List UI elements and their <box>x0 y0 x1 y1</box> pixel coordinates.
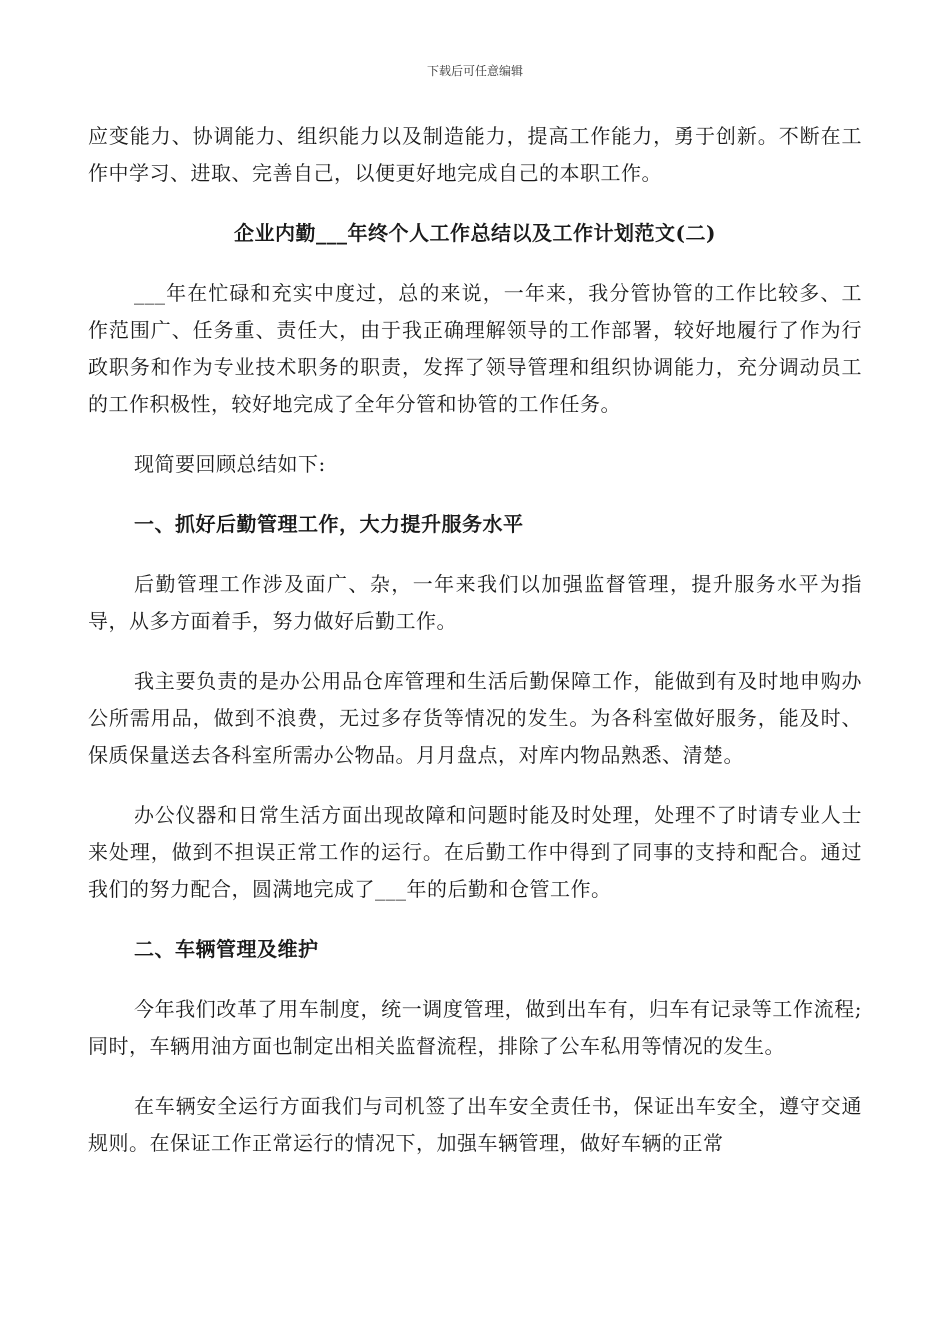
section-2-heading: 二、车辆管理及维护 <box>134 937 319 961</box>
section-1-paragraph-1: 后勤管理工作涉及面广、杂，一年来我们以加强监督管理，提升服务水平为指导，从多方面着手，努力做好后勤工作。 <box>88 572 862 633</box>
document-body <box>88 118 862 1185</box>
section-2-paragraph-1: 今年我们改革了用车制度，统一调度管理，做到出车有，归车有记录等工作流程;同时，车辆用油方面也制定出相关监督流程，排除了公车私用等情况的发生。 <box>88 997 862 1058</box>
section-1-heading: 一、抓好后勤管理工作，大力提升服务水平 <box>134 512 524 536</box>
section-2-paragraph-2: 在车辆安全运行方面我们与司机签了出车安全责任书，保证出车安全，遵守交通规则。在保证工作正常运行的情况下，加强车辆管理，做好车辆的正常 <box>88 1094 862 1155</box>
section-1-paragraph-3: 办公仪器和日常生活方面出现故障和问题时能及时处理，处理不了时请专业人士来处理，做到不担误正常工作的运行。在后勤工作中得到了同事的支持和配合。通过我们的努力配合，圆满地完成了___年的后勤和仓管工作。 <box>88 803 862 901</box>
intro-continuation-paragraph: 应变能力、协调能力、组织能力以及制造能力，提高工作能力，勇于创新。不断在工作中学习、进取、完善自己，以便更好地完成自己的本职工作。 <box>88 124 862 185</box>
section-1-paragraph-2: 我主要负责的是办公用品仓库管理和生活后勤保障工作，能做到有及时地申购办公所需用品，做到不浪费，无过多存货等情况的发生。为各科室做好服务，能及时、保质保量送去各科室所需办公物品。月月盘点，对库内物品熟悉、清楚。 <box>88 669 862 767</box>
page-header: 下载后可任意编辑 <box>426 64 523 78</box>
summary-paragraph: ___年在忙碌和充实中度过，总的来说，一年来，我分管协管的工作比较多、工作范围广、任务重、责任大，由于我正确理解领导的工作部署，较好地履行了作为行政职务和作为专业技术职务的职责，发挥了领导管理和组织协调能力，充分调动员工的工作积极性，较好地完成了全年分管和协管的工作任务。 <box>88 281 862 416</box>
review-intro-paragraph: 现简要回顾总结如下: <box>134 452 326 476</box>
document-title: 企业内勤___年终个人工作总结以及工作计划范文(二) <box>234 221 716 245</box>
